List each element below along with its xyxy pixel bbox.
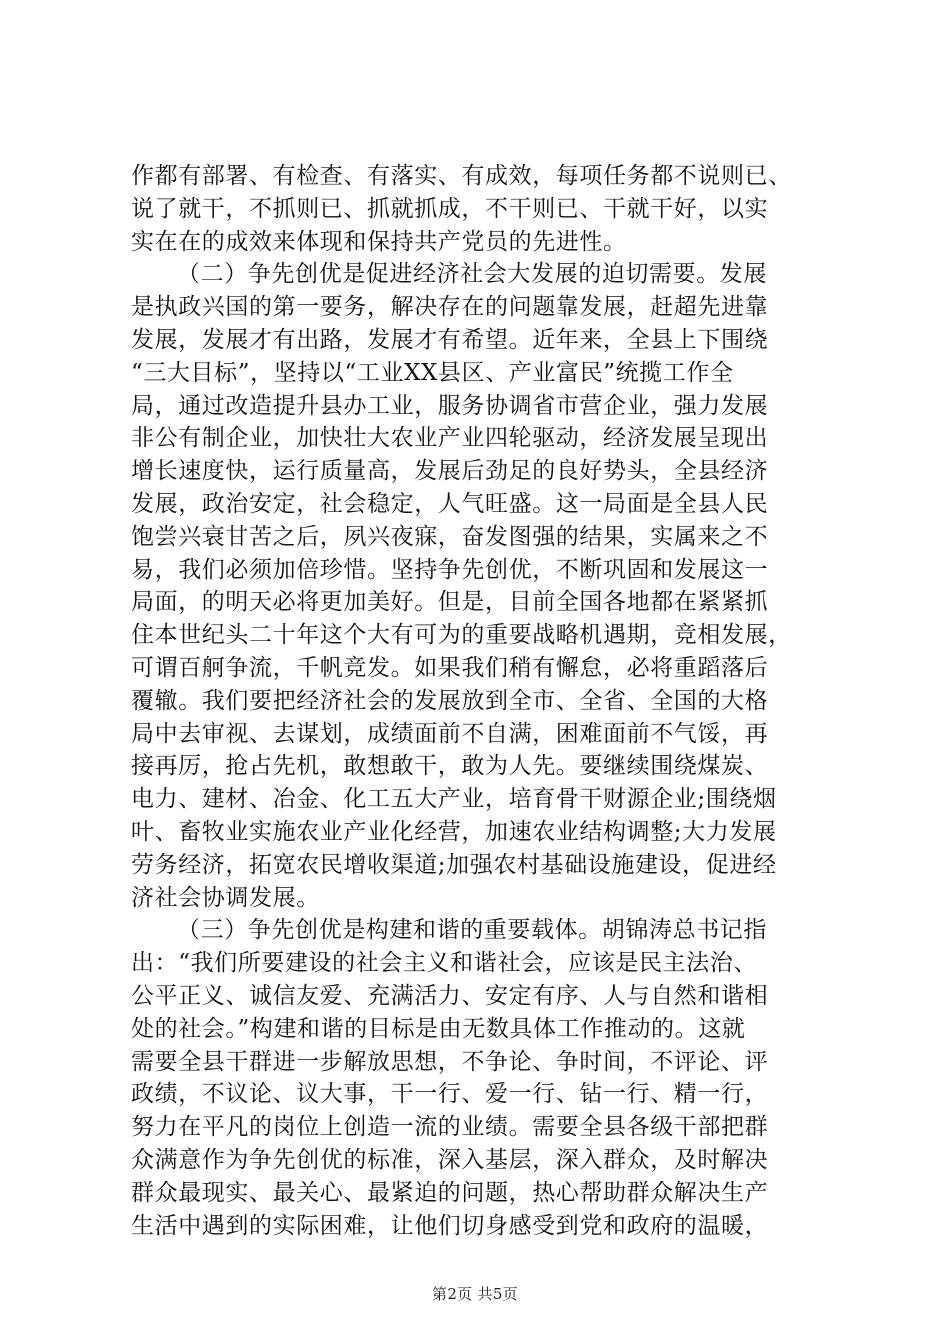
text-line: 接再厉，抢占先机，敢想敢干，敢为人先。要继续围绕煤炭、 xyxy=(131,753,769,780)
text-line: 叶、畜牧业实施农业产业化经营，加速农业结构调整;大力发展 xyxy=(131,818,777,845)
page-number-footer: 第2页 共5页 xyxy=(432,1285,518,1303)
text-line: 公平正义、诚信友爱、充满活力、安定有序、人与自然和谐相 xyxy=(131,982,769,1009)
text-line: 生活中遇到的实际困难，让他们切身感受到党和政府的温暖， xyxy=(131,1212,769,1239)
text-line: 局，通过改造提升县办工业，服务协调省市营企业，强力发展 xyxy=(131,392,769,419)
text-line: 增长速度快，运行质量高，发展后劲足的良好势头，全县经济 xyxy=(131,458,769,485)
paragraph-heading-line: （二）争先创优是促进经济社会大发展的迫切需要。发展 xyxy=(177,261,767,288)
text-line: 覆辙。我们要把经济社会的发展放到全市、全省、全国的大格 xyxy=(131,687,769,714)
body-text xyxy=(131,160,821,1242)
text-line: 作都有部署、有检查、有落实、有成效，每项任务都不说则已、 xyxy=(131,163,792,189)
text-line: 处的社会。”构建和谐的目标是由无数具体工作推动的。这就 xyxy=(131,1015,746,1042)
text-line: 政绩，不议论、议大事，干一行、爱一行、钻一行、精一行， xyxy=(131,1081,769,1108)
text-line: 劳务经济，拓宽农民增收渠道;加强农村基础设施建设，促进经 xyxy=(131,851,777,878)
text-line: 众满意作为争先创优的标准，深入基层，深入群众，及时解决 xyxy=(131,1146,769,1173)
text-line: 是执政兴国的第一要务，解决存在的问题靠发展，赶超先进靠 xyxy=(131,294,769,321)
text-line: 非公有制企业，加快壮大农业产业四轮驱动，经济发展呈现出 xyxy=(131,425,769,452)
text-line: “三大目标”，坚持以“工业XX县区、产业富民”统揽工作全 xyxy=(131,359,734,386)
text-line: 发展，政治安定，社会稳定，人气旺盛。这一局面是全县人民 xyxy=(131,490,769,517)
text-line: 局中去审视、去谋划，成绩面前不自满，困难面前不气馁，再 xyxy=(131,720,769,747)
text-line: 易，我们必须加倍珍惜。坚持争先创优，不断巩固和发展这一 xyxy=(131,556,769,583)
text-line: 需要全县干群进一步解放思想，不争论、争时间，不评论、评 xyxy=(131,1048,769,1075)
text-line: 群众最现实、最关心、最紧迫的问题，热心帮助群众解决生产 xyxy=(131,1179,769,1206)
text-line: 可谓百舸争流，千帆竞发。如果我们稍有懈怠，必将重蹈落后 xyxy=(131,654,769,681)
text-line: 济社会协调发展。 xyxy=(131,884,320,911)
text-line: 电力、建材、冶金、化工五大产业，培育骨干财源企业;围绕烟 xyxy=(131,786,777,813)
text-line: 实在在的成效来体现和保持共产党员的先进性。 xyxy=(131,228,627,255)
text-line: 出：“我们所要建设的社会主义和谐社会，应该是民主法治、 xyxy=(131,950,757,977)
text-line: 发展，发展才有出路，发展才有希望。近年来，全县上下围绕 xyxy=(131,326,769,353)
text-line: 说了就干，不抓则已、抓就抓成，不干则已、干就干好，以实 xyxy=(131,195,769,222)
text-line: 努力在平凡的岗位上创造一流的业绩。需要全县各级干部把群 xyxy=(131,1114,769,1141)
text-line: 住本世纪头二十年这个大有可为的重要战略机遇期，竞相发展， xyxy=(131,622,792,649)
text-line: 局面，的明天必将更加美好。但是，目前全国各地都在紧紧抓 xyxy=(131,589,769,616)
text-line: 饱尝兴衰甘苦之后，夙兴夜寐，奋发图强的结果，实属来之不 xyxy=(131,523,769,550)
paragraph-heading-line: （三）争先创优是构建和谐的重要载体。胡锦涛总书记指 xyxy=(177,917,767,944)
